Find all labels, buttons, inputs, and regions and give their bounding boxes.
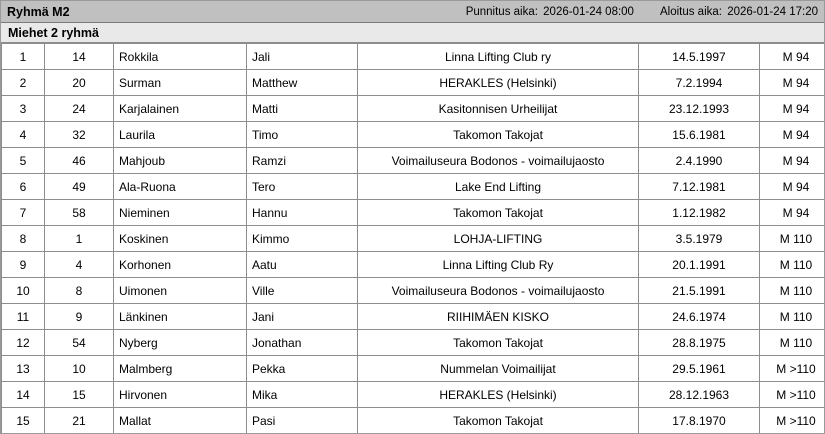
lifter-firstname: Jani	[247, 304, 358, 330]
lifter-class: M 94	[760, 70, 825, 96]
table-row[interactable]	[2, 408, 825, 434]
lifter-club: Linna Lifting Club ry	[358, 44, 639, 70]
lifter-lastname: Länkinen	[114, 304, 247, 330]
lifter-birthdate: 23.12.1993	[639, 96, 760, 122]
lifter-class: M 110	[760, 252, 825, 278]
lifter-class: M 94	[760, 122, 825, 148]
lifter-lastname: Mallat	[114, 408, 247, 434]
lifter-lastname: Laurila	[114, 122, 247, 148]
lifter-number: 49	[45, 174, 114, 200]
lifter-firstname: Ramzi	[247, 148, 358, 174]
lifter-lastname: Koskinen	[114, 226, 247, 252]
table-row[interactable]	[2, 278, 825, 304]
row-index: 7	[2, 200, 45, 226]
row-index: 4	[2, 122, 45, 148]
lifter-firstname: Pasi	[247, 408, 358, 434]
lifter-lastname: Uimonen	[114, 278, 247, 304]
lifter-birthdate: 7.12.1981	[639, 174, 760, 200]
lifter-lastname: Hirvonen	[114, 382, 247, 408]
lifter-firstname: Hannu	[247, 200, 358, 226]
group-title: Ryhmä M2	[7, 4, 70, 19]
row-index: 11	[2, 304, 45, 330]
lifter-lastname: Korhonen	[114, 252, 247, 278]
row-index: 12	[2, 330, 45, 356]
lifter-class: M 94	[760, 44, 825, 70]
row-index: 14	[2, 382, 45, 408]
lifter-class: M 94	[760, 148, 825, 174]
lifter-number: 4	[45, 252, 114, 278]
lifter-club: Takomon Takojat	[358, 200, 639, 226]
lifter-firstname: Kimmo	[247, 226, 358, 252]
lifter-number: 32	[45, 122, 114, 148]
lifter-club: Takomon Takojat	[358, 408, 639, 434]
lifter-number: 8	[45, 278, 114, 304]
lifter-birthdate: 3.5.1979	[639, 226, 760, 252]
lifter-club: HERAKLES (Helsinki)	[358, 70, 639, 96]
table-row[interactable]	[2, 200, 825, 226]
row-index: 6	[2, 174, 45, 200]
lifter-firstname: Matti	[247, 96, 358, 122]
lifter-number: 15	[45, 382, 114, 408]
lifter-class: M >110	[760, 356, 825, 382]
lifter-class: M 94	[760, 200, 825, 226]
weighin-value: 2026-01-24 08:00	[543, 5, 634, 18]
row-index: 1	[2, 44, 45, 70]
lifter-number: 9	[45, 304, 114, 330]
weighin-label: Punnitus aika:	[465, 5, 538, 18]
group-header-bar	[1, 1, 824, 23]
row-index: 2	[2, 70, 45, 96]
lifters-table	[1, 43, 825, 434]
lifter-birthdate: 14.5.1997	[639, 44, 760, 70]
table-row[interactable]	[2, 44, 825, 70]
lifter-firstname: Mika	[247, 382, 358, 408]
lifter-birthdate: 7.2.1994	[639, 70, 760, 96]
start-value: 2026-01-24 17:20	[727, 5, 818, 18]
lifter-lastname: Nieminen	[114, 200, 247, 226]
lifter-number: 10	[45, 356, 114, 382]
table-row[interactable]	[2, 382, 825, 408]
lifter-lastname: Karjalainen	[114, 96, 247, 122]
row-index: 10	[2, 278, 45, 304]
lifter-firstname: Jonathan	[247, 330, 358, 356]
row-index: 8	[2, 226, 45, 252]
lifter-birthdate: 1.12.1982	[639, 200, 760, 226]
row-index: 5	[2, 148, 45, 174]
lifter-class: M 110	[760, 304, 825, 330]
lifter-number: 20	[45, 70, 114, 96]
table-row[interactable]	[2, 252, 825, 278]
group-subtitle: Miehet 2 ryhmä	[1, 23, 824, 43]
lifter-number: 24	[45, 96, 114, 122]
lifter-class: M 110	[760, 226, 825, 252]
lifter-firstname: Aatu	[247, 252, 358, 278]
lifter-firstname: Ville	[247, 278, 358, 304]
lifter-class: M 94	[760, 174, 825, 200]
row-index: 15	[2, 408, 45, 434]
lifter-birthdate: 20.1.1991	[639, 252, 760, 278]
lifter-club: Takomon Takojat	[358, 122, 639, 148]
lifter-number: 21	[45, 408, 114, 434]
lifter-club: Linna Lifting Club Ry	[358, 252, 639, 278]
lifter-birthdate: 28.12.1963	[639, 382, 760, 408]
lifter-number: 54	[45, 330, 114, 356]
lifter-firstname: Tero	[247, 174, 358, 200]
lifter-club: Lake End Lifting	[358, 174, 639, 200]
lifter-lastname: Rokkila	[114, 44, 247, 70]
table-row[interactable]	[2, 96, 825, 122]
lifter-firstname: Matthew	[247, 70, 358, 96]
table-row[interactable]	[2, 356, 825, 382]
start-label: Aloitus aika:	[659, 5, 722, 18]
lifter-club: Takomon Takojat	[358, 330, 639, 356]
lifter-birthdate: 29.5.1961	[639, 356, 760, 382]
lifter-lastname: Malmberg	[114, 356, 247, 382]
table-row[interactable]	[2, 70, 825, 96]
lifter-number: 58	[45, 200, 114, 226]
lifter-club: LOHJA-LIFTING	[358, 226, 639, 252]
lifter-lastname: Ala-Ruona	[114, 174, 247, 200]
lifter-lastname: Mahjoub	[114, 148, 247, 174]
lifter-birthdate: 2.4.1990	[639, 148, 760, 174]
table-row[interactable]	[2, 122, 825, 148]
lifter-birthdate: 28.8.1975	[639, 330, 760, 356]
lifter-number: 46	[45, 148, 114, 174]
lifters-table-body	[2, 44, 825, 434]
table-row[interactable]	[2, 174, 825, 200]
lifter-lastname: Surman	[114, 70, 247, 96]
lifter-lastname: Nyberg	[114, 330, 247, 356]
lifter-birthdate: 15.6.1981	[639, 122, 760, 148]
lifter-club: RIIHIMÄEN KISKO	[358, 304, 639, 330]
table-row[interactable]	[2, 148, 825, 174]
row-index: 13	[2, 356, 45, 382]
lifter-class: M >110	[760, 408, 825, 434]
lifter-firstname: Jali	[247, 44, 358, 70]
weighin-time	[466, 6, 634, 18]
lifter-number: 1	[45, 226, 114, 252]
lifter-birthdate: 17.8.1970	[639, 408, 760, 434]
table-row[interactable]	[2, 226, 825, 252]
lifter-class: M 94	[760, 96, 825, 122]
start-time	[660, 6, 818, 18]
lifter-class: M >110	[760, 382, 825, 408]
lifter-firstname: Timo	[247, 122, 358, 148]
lifter-class: M 110	[760, 330, 825, 356]
lifter-club: Voimailuseura Bodonos - voimailujaosto	[358, 278, 639, 304]
lifter-club: HERAKLES (Helsinki)	[358, 382, 639, 408]
lifter-birthdate: 24.6.1974	[639, 304, 760, 330]
lifter-number: 14	[45, 44, 114, 70]
table-row[interactable]	[2, 330, 825, 356]
row-index: 9	[2, 252, 45, 278]
lifter-club: Voimailuseura Bodonos - voimailujaosto	[358, 148, 639, 174]
table-row[interactable]	[2, 304, 825, 330]
lifter-firstname: Pekka	[247, 356, 358, 382]
lifter-club: Kasitonnisen Urheilijat	[358, 96, 639, 122]
row-index: 3	[2, 96, 45, 122]
lifter-birthdate: 21.5.1991	[639, 278, 760, 304]
lifter-class: M 110	[760, 278, 825, 304]
lifter-club: Nummelan Voimailijat	[358, 356, 639, 382]
